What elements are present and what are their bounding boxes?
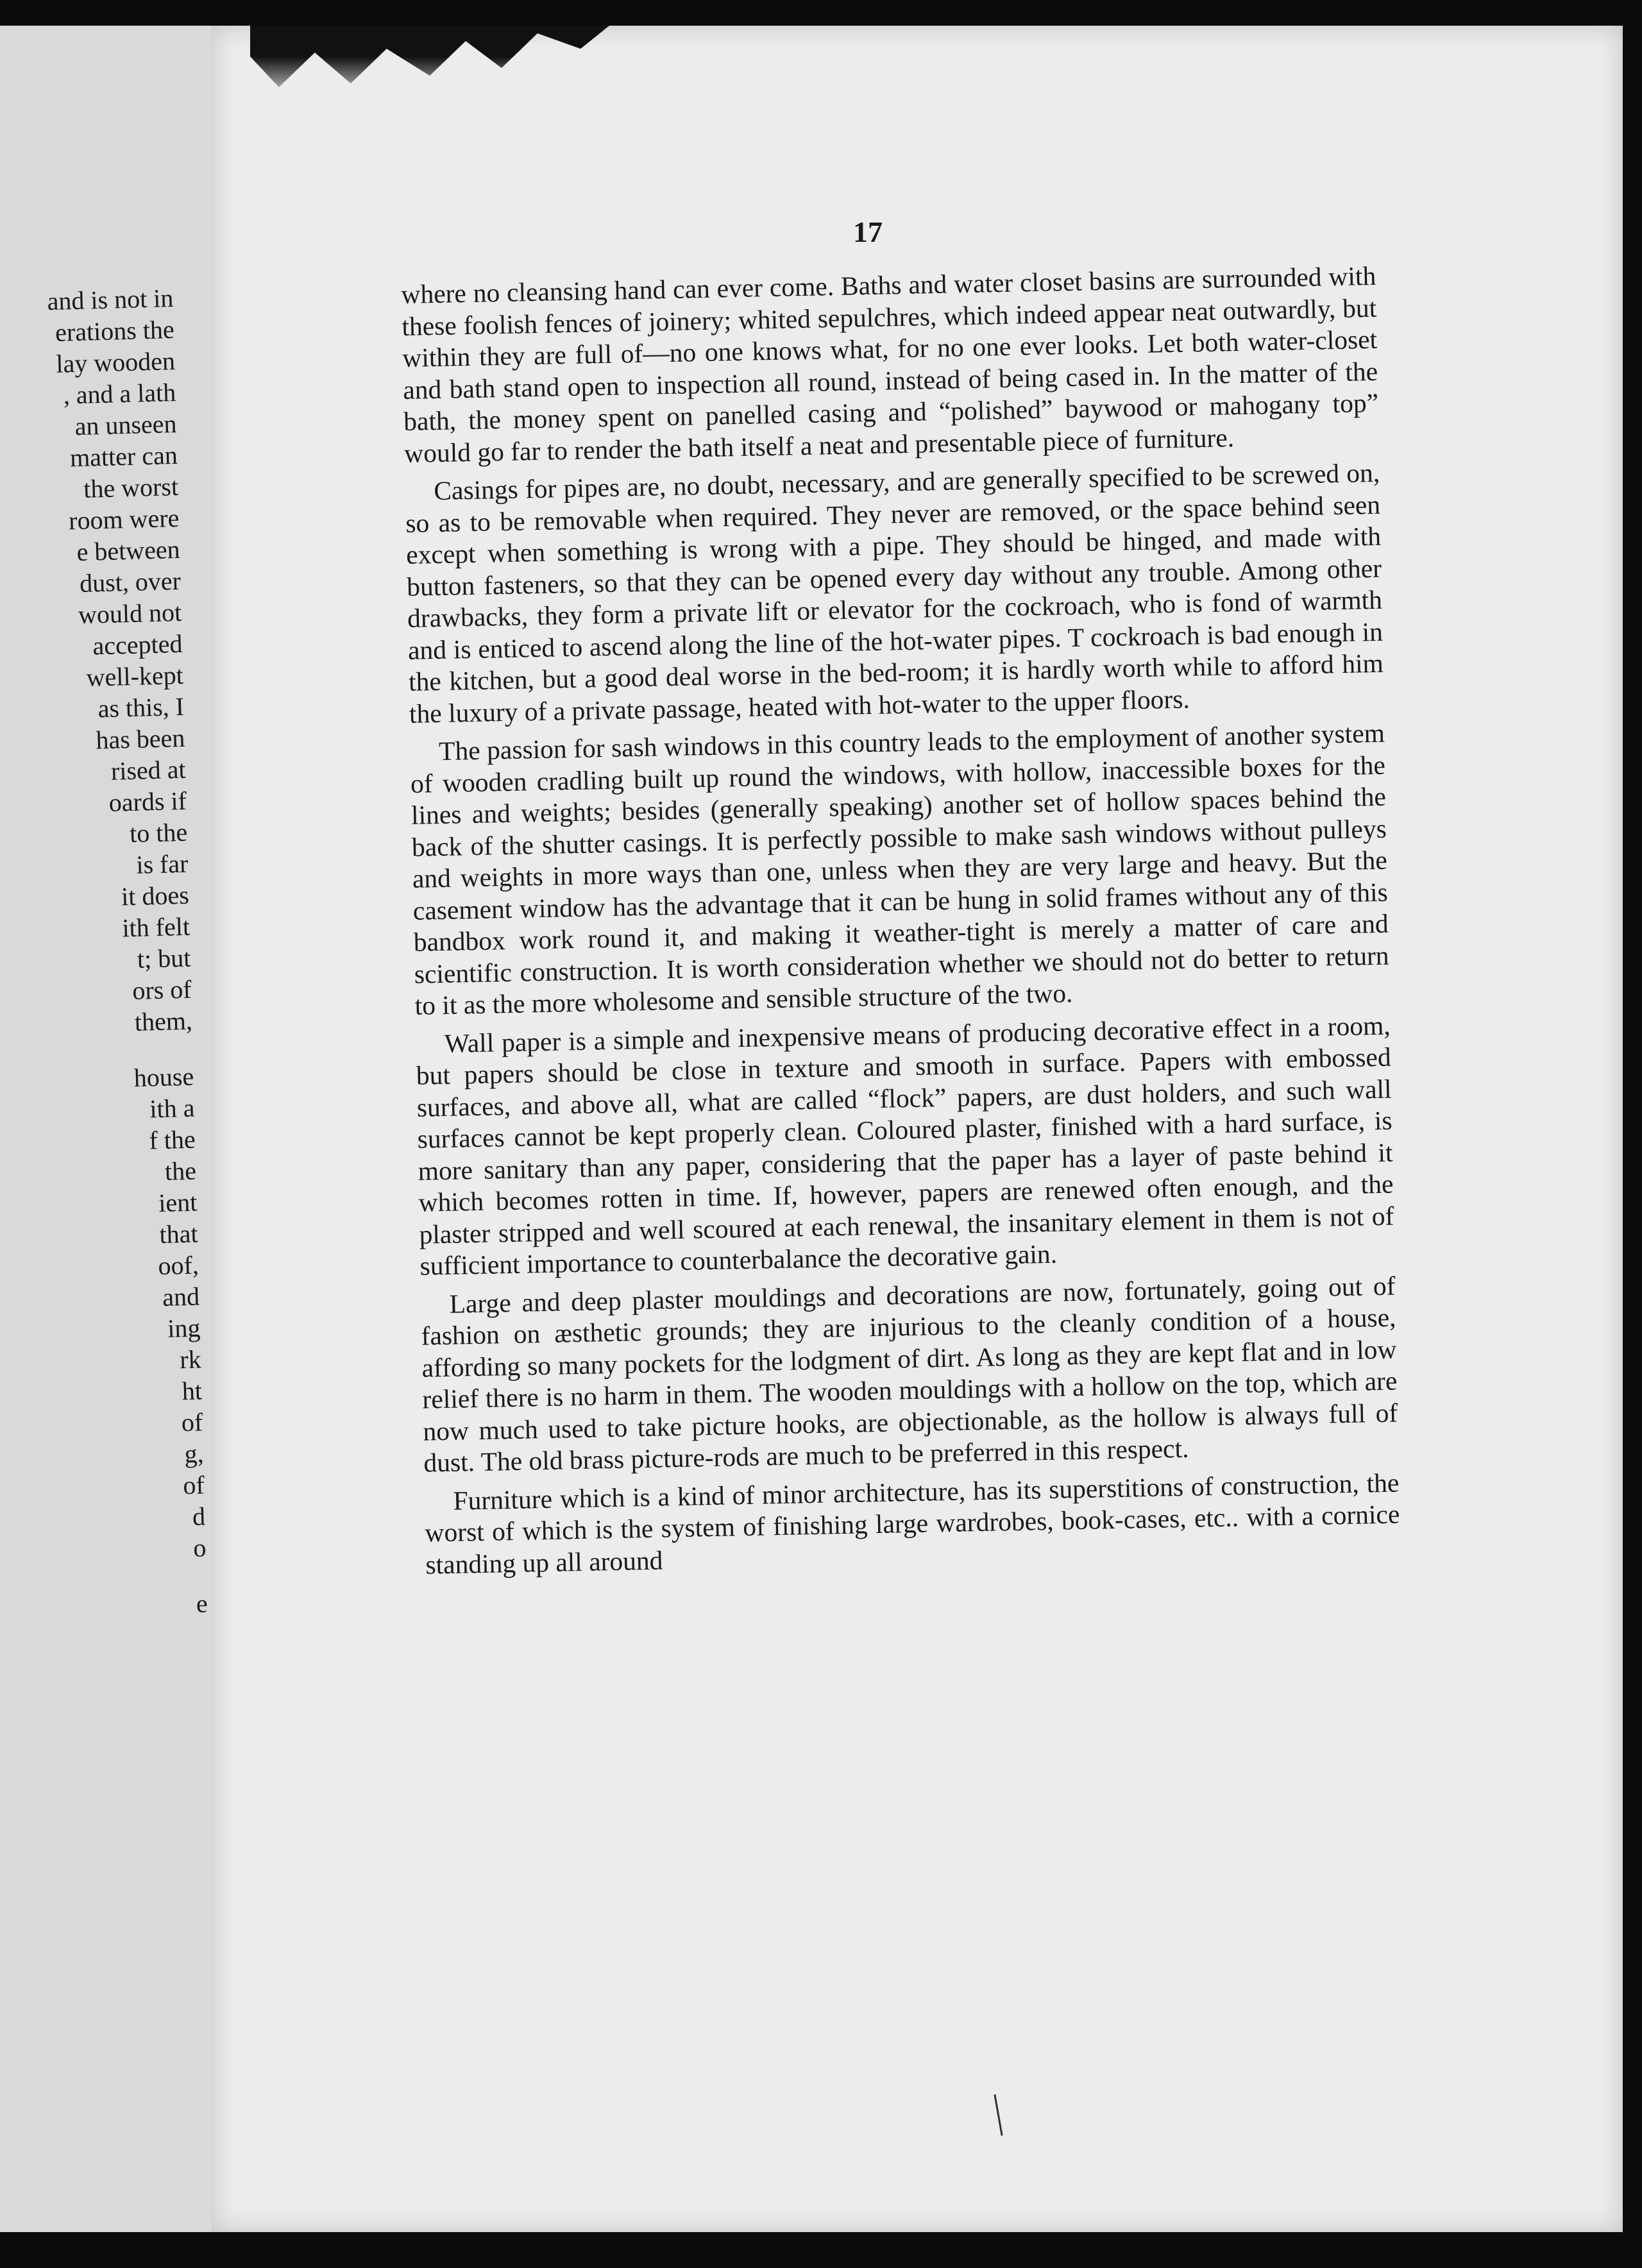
previous-page-line: lay wooden [56,346,176,378]
document-page [212,26,1623,2232]
page-number: 17 [853,216,883,248]
previous-page-line: the [164,1156,197,1186]
paragraph: Casings for pipes are, no doubt, necessary, and are generally specified to be screwed on, so as to be removable when required. They never are removed, or the space behind seen except when something is wrong with a pipe. They should be hinged, and made with button fasteners, so that they can be opened every day without any trouble. Among other drawbacks, they form a private lift or elevator for the cockroach, who is fond of warmth and is enticed to ascend along the line of the hot-water pipes. T cockroach is bad enough in the kitchen, but a good deal worse in the bed-room; it is hardly worth while to afford him the luxury of a private passage, heated with hot-water to the upper floors. [405,457,1384,729]
previous-page-line: matter can [69,440,178,473]
scan-border [0,2232,1642,2268]
previous-page-line [67,1037,194,1064]
previous-page-line: as this, I [97,691,185,724]
previous-page-line: room were [68,503,180,536]
previous-page-line: ht [182,1376,203,1406]
paragraph: The passion for sash windows in this country leads to the employment of another system of wooden cradling built up round the windows, with hollow, inaccessible boxes for the lines and weights; besides (generally speaking) another set of hollow spaces behind the back of the shutter casings. It is perfectly possible to make sash windows without pulleys and weights in more ways than one, unless when they are very large and heavy. But the casement window has the advantage that it can be hung in solid frames without any of this bandbox work round it, and making it weather-tight is merely a matter of care and scientific construction. It is worth consideration whether we should not do better to return to it as the more wholesome and sensible structure of the two. [410,718,1389,1020]
previous-page-line: is far [136,849,189,879]
previous-page-line: g, [184,1439,205,1469]
previous-page-line: and is not in [47,283,174,316]
previous-page-line: them, [134,1006,193,1037]
previous-page-line: o [193,1533,207,1562]
previous-page-line: the worst [83,471,179,504]
paragraph: Large and deep plaster mouldings and decorations are now, fortunately, going out of fashion on æsthetic grounds; they are injurious to the cleanly condition of a house, affording so many pockets for the lodgment of dirt. As long as they are kept flat and in low relief there is no harm in them. The wooden mouldings with a hollow on the top, which are now much used to take picture hooks, are objectionable, as the hollow is always full of dust. The old brass picture-rods are much to be preferred in this respect. [421,1271,1398,1478]
previous-page-line: of [181,1407,204,1437]
previous-page-line: an unseen [74,409,178,441]
previous-page-line: would not [78,597,183,630]
previous-page-line [81,1563,208,1591]
previous-page-line: ith a [149,1093,196,1124]
previous-page-line: e [196,1589,208,1618]
previous-page-line: it does [121,880,190,911]
previous-page-line: , and a lath [63,377,177,410]
previous-page-line: ient [158,1187,198,1218]
previous-page-line: erations the [55,314,175,347]
previous-page-line: ith felt [122,911,190,943]
previous-page-line: to the [129,817,189,849]
previous-page-line: f the [149,1124,196,1155]
paragraph: where no cleansing hand can ever come. Baths and water closet basins are surrounded with these foolish fences of joinery; whited sepulchres, which indeed appear neat outwardly, but within they are full of—no one knows what, for no one ever looks. Let both water-closet and bath stand open to inspection all round, instead of being cased in. In the matter of the bath, the money spent on panelled casing and “polished” baywood or mahogany top” would go far to render the bath itself a neat and presentable piece of furniture. [401,260,1379,468]
previous-page-line: d [192,1502,206,1531]
previous-page-line: oards if [108,786,187,817]
previous-page-line: and [162,1282,200,1312]
stray-ink-mark [994,2094,1003,2136]
torn-page-edge [250,26,609,103]
paragraph: Wall paper is a simple and inexpensive means of producing decorative effect in a room, but papers should be close in texture and smooth in surface. Papers with embossed surfaces, and above all, what are called “flock” papers, are dust holders, and such wall surfaces cannot be kept properly clean. Coloured plaster, finished with a hard surface, is more sanitary than any paper, considering that the paper has a layer of paste behind it which becomes rotten in time. If, however, papers are renewed often enough, and the plaster stripped and well scoured at each renewal, the insanitary element in them is not of sufficient importance to counterbalance the decorative gain. [416,1010,1394,1281]
page-body-text [401,260,1401,1581]
paragraph: Furniture which is a kind of minor architecture, has its superstitions of construction, the worst of which is the system of finishing large wardrobes, book-cases, etc.. with a cornice standing up all around [425,1467,1400,1580]
previous-page-line: accepted [92,629,183,661]
previous-page-line: house [133,1062,195,1093]
previous-page-line: has been [96,723,186,755]
previous-page-line: that [159,1219,199,1249]
previous-page-line: dust, over [79,566,182,598]
previous-page-line: e between [76,534,181,567]
previous-page-line: ors of [132,974,192,1006]
previous-page-line: t; but [137,943,192,974]
previous-page-line: rised at [110,754,187,786]
previous-page-line: rk [180,1344,202,1375]
previous-page-line: of [183,1470,205,1500]
previous-page-text [47,282,208,1622]
previous-page-line: oof, [158,1250,199,1281]
previous-page-line: well-kept [86,660,184,692]
previous-page-line: ing [167,1313,201,1343]
